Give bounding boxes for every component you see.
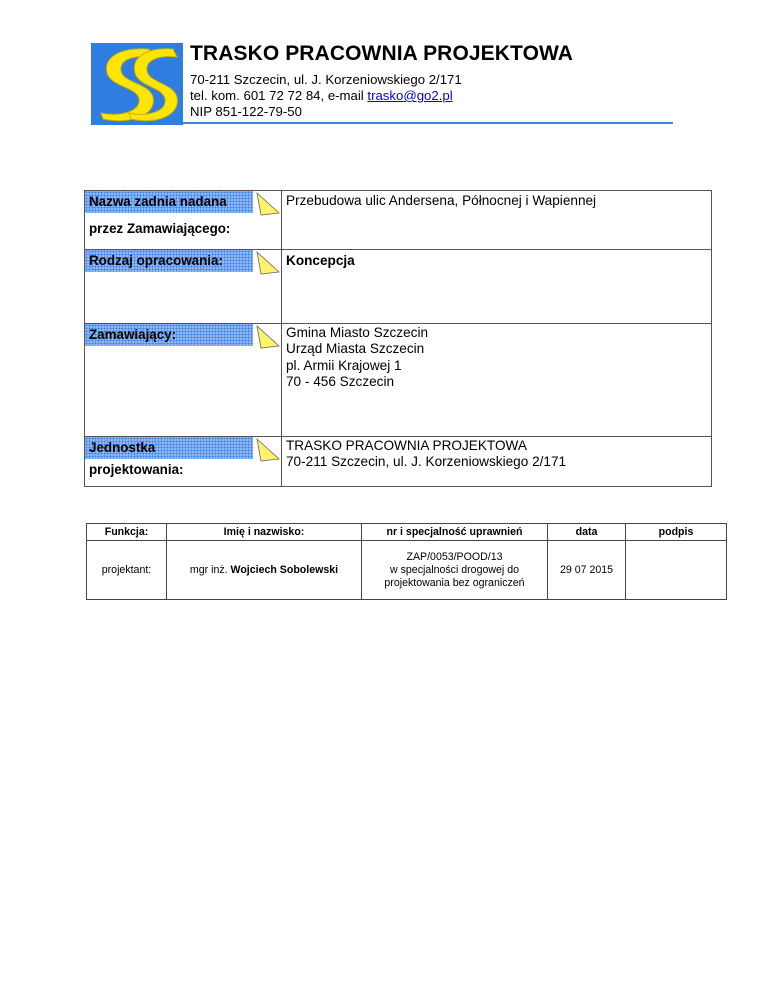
- client-line: pl. Armii Krajowej 1: [286, 357, 402, 373]
- table-row: [87, 541, 727, 600]
- email-link[interactable]: trasko@go2.pl: [367, 88, 453, 103]
- unit-label-line1: Jednostka: [89, 440, 156, 455]
- task-name-value: Przebudowa ulic Andersena, Północnej i Wapiennej: [286, 193, 597, 208]
- pointer-arrow-icon: [255, 250, 281, 276]
- pointer-arrow-icon: [255, 324, 281, 350]
- design-unit-value: [282, 437, 711, 486]
- header-name: Imię i nazwisko:: [167, 524, 362, 541]
- signature-cell: [626, 541, 727, 600]
- signatures-table: [86, 523, 727, 600]
- client-line: Urząd Miasta Szczecin: [286, 341, 425, 357]
- unit-line: TRASKO PRACOWNIA PROJEKTOWA: [286, 438, 527, 453]
- header-function: Funkcja:: [87, 524, 167, 541]
- unit-label-line2: projektowania:: [89, 462, 184, 477]
- task-name-row: [85, 191, 711, 249]
- function-cell: projektant:: [87, 541, 167, 600]
- header-license: nr i specjalność uprawnień: [362, 524, 548, 541]
- task-label-line2: przez Zamawiającego:: [89, 221, 231, 236]
- design-unit-label: [85, 437, 282, 486]
- type-label: Rodzaj opracowania:: [89, 253, 223, 268]
- header-date: data: [548, 524, 626, 541]
- client-row: [85, 323, 711, 436]
- double-s-logo-icon: [91, 43, 183, 125]
- client-value: [282, 324, 711, 436]
- license-line: projektowania bez ograniczeń: [384, 576, 525, 589]
- client-label: [85, 324, 282, 436]
- company-nip: NIP 851-122-79-50: [190, 104, 302, 119]
- name-prefix: mgr inż.: [189, 563, 231, 576]
- client-label-text: Zamawiający:: [89, 327, 177, 342]
- document-type-label: [85, 250, 282, 323]
- task-name-label: [85, 191, 282, 249]
- license-line: ZAP/0053/POOD/13: [406, 550, 503, 563]
- document-type-row: [85, 249, 711, 323]
- pointer-arrow-icon: [255, 437, 281, 463]
- project-info-table: [84, 190, 712, 487]
- header-rule: [183, 122, 673, 124]
- design-unit-row: [85, 436, 711, 486]
- company-address: 70-211 Szczecin, ul. J. Korzeniowskiego 2/171: [190, 72, 462, 87]
- phone-text: tel. kom. 601 72 72 84, e-mail: [190, 88, 368, 103]
- name-cell: [167, 541, 362, 600]
- client-line: Gmina Miasto Szczecin: [286, 325, 429, 340]
- signatures-header-row: [87, 524, 727, 541]
- unit-line: 70-211 Szczecin, ul. J. Korzeniowskiego 2/171: [286, 454, 567, 470]
- company-name: TRASKO PRACOWNIA PROJEKTOWA: [190, 42, 574, 65]
- document-type-value: Koncepcja: [286, 253, 355, 268]
- date-cell: 29 07 2015: [548, 541, 626, 600]
- company-contact: [190, 88, 453, 103]
- client-line: 70 - 456 Szczecin: [286, 373, 395, 389]
- pointer-arrow-icon: [255, 191, 281, 217]
- designer-name: Wojciech Sobolewski: [230, 563, 339, 576]
- task-label-line1: Nazwa zadnia nadana: [89, 194, 227, 209]
- license-line: w specjalności drogowej do: [390, 563, 519, 576]
- license-cell: [362, 541, 548, 600]
- header-signature: podpis: [626, 524, 727, 541]
